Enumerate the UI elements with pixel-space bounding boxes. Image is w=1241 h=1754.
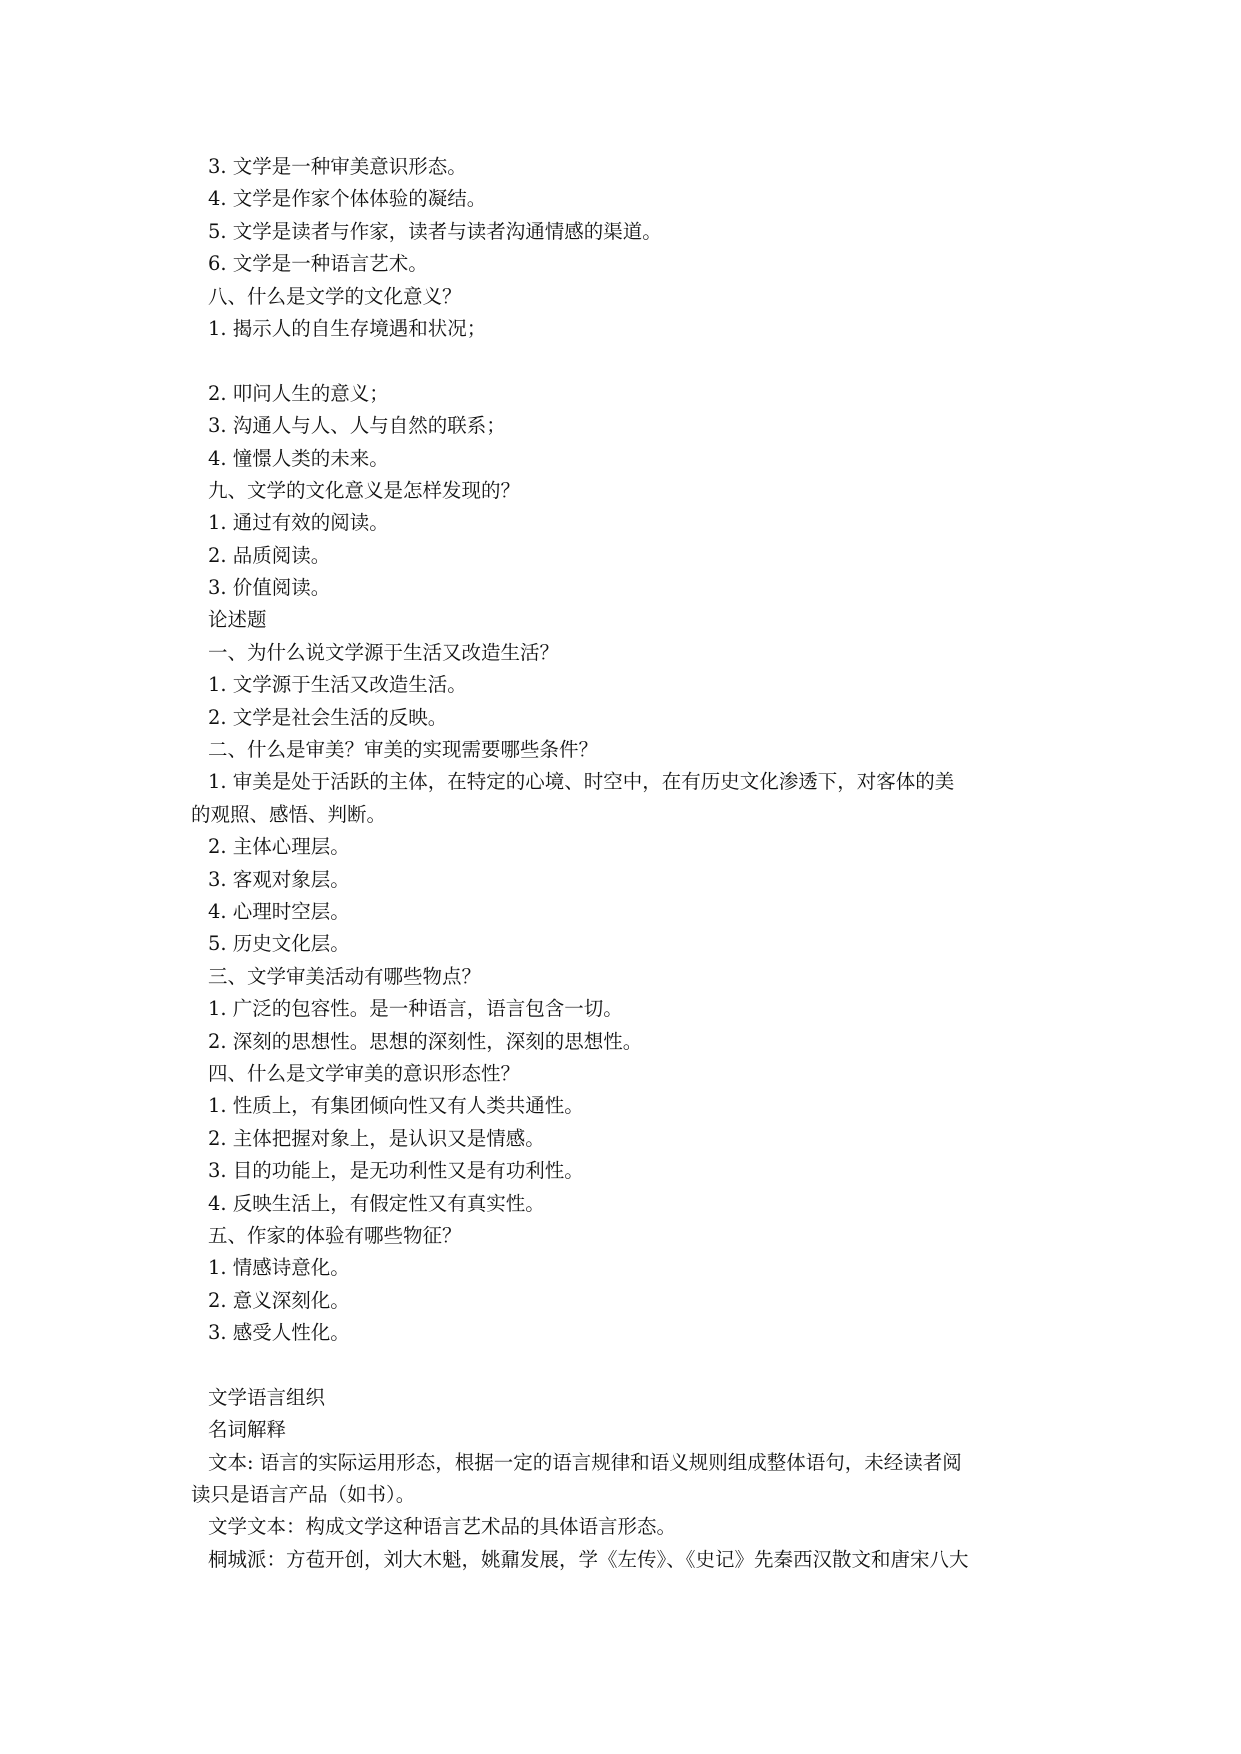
text-line: 4. 心理时空层。 — [208, 899, 350, 923]
text-line: 2. 意义深刻化。 — [208, 1288, 350, 1312]
text-line: 文学文本：构成文学这种语言艺术品的具体语言形态。 — [208, 1515, 677, 1539]
text-line: 3. 客观对象层。 — [208, 867, 350, 891]
text-line: 2. 深刻的思想性。思想的深刻性，深刻的思想性。 — [208, 1029, 643, 1053]
text-line: 文本: 语言的实际运用形态，根据一定的语言规律和语义规则组成整体语句，未经读者阅 — [208, 1450, 962, 1474]
text-line: 3. 文学是一种审美意识形态。 — [208, 155, 467, 178]
text-line: 4. 憧憬人类的未来。 — [208, 446, 389, 470]
text-line: 名词解释 — [208, 1418, 287, 1442]
text-line: 1. 文学源于生活又改造生活。 — [208, 673, 467, 697]
text-line: 4. 文学是作家个体体验的凝结。 — [208, 187, 487, 211]
text-line: 5. 文学是读者与作家，读者与读者沟通情感的渠道。 — [208, 219, 662, 243]
text-line: 2. 叩问人生的意义； — [208, 381, 389, 405]
blank-line — [208, 1349, 1058, 1381]
text-line: 2. 主体把握对象上，是认识又是情感。 — [208, 1126, 545, 1150]
text-line: 四、什么是文学审美的意识形态性？ — [208, 1061, 521, 1085]
text-line: 论述题 — [208, 608, 267, 632]
text-line: 八、什么是文学的文化意义？ — [208, 284, 462, 308]
text-line: 二、什么是审美？审美的实现需要哪些条件？ — [208, 738, 599, 762]
text-line: 6. 文学是一种语言艺术。 — [208, 252, 428, 276]
text-line-continuation: 读只是语言产品（如书）。 — [191, 1483, 416, 1507]
text-line: 5. 历史文化层。 — [208, 932, 350, 956]
text-line: 3. 感受人性化。 — [208, 1321, 350, 1345]
text-line: 3. 价值阅读。 — [208, 576, 331, 600]
text-line: 3. 目的功能上，是无功利性又是有功利性。 — [208, 1159, 584, 1183]
text-line: 3. 沟通人与人、人与自然的联系； — [208, 414, 506, 438]
text-line: 文学语言组织 — [208, 1385, 326, 1409]
blank-line — [208, 345, 1058, 377]
text-line: 1. 广泛的包容性。是一种语言，语言包含一切。 — [208, 997, 623, 1021]
text-line-continuation: 的观照、感悟、判断。 — [191, 802, 387, 826]
text-line: 三、文学审美活动有哪些物点？ — [208, 964, 482, 988]
text-line: 1. 情感诗意化。 — [208, 1256, 350, 1280]
document-body — [191, 151, 1058, 1576]
text-line: 2. 文学是社会生活的反映。 — [208, 705, 448, 729]
text-line: 1. 揭示人的自生存境遇和状况； — [208, 316, 487, 340]
text-line: 五、作家的体验有哪些物征？ — [208, 1223, 462, 1247]
text-line: 1. 审美是处于活跃的主体，在特定的心境、时空中，在有历史文化渗透下，对客体的美 — [208, 770, 955, 794]
text-line: 2. 品质阅读。 — [208, 543, 331, 567]
text-line: 1. 通过有效的阅读。 — [208, 511, 389, 535]
text-line: 桐城派：方苞开创，刘大木魁，姚鼐发展，学《左传》、《史记》先秦西汉散文和唐宋八大 — [208, 1547, 969, 1571]
text-line: 一、为什么说文学源于生活又改造生活？ — [208, 640, 560, 664]
text-line: 2. 主体心理层。 — [208, 835, 350, 859]
text-line: 4. 反映生活上，有假定性又有真实性。 — [208, 1191, 545, 1215]
text-line: 九、文学的文化意义是怎样发现的？ — [208, 478, 521, 502]
text-line: 1. 性质上，有集团倾向性又有人类共通性。 — [208, 1094, 584, 1118]
